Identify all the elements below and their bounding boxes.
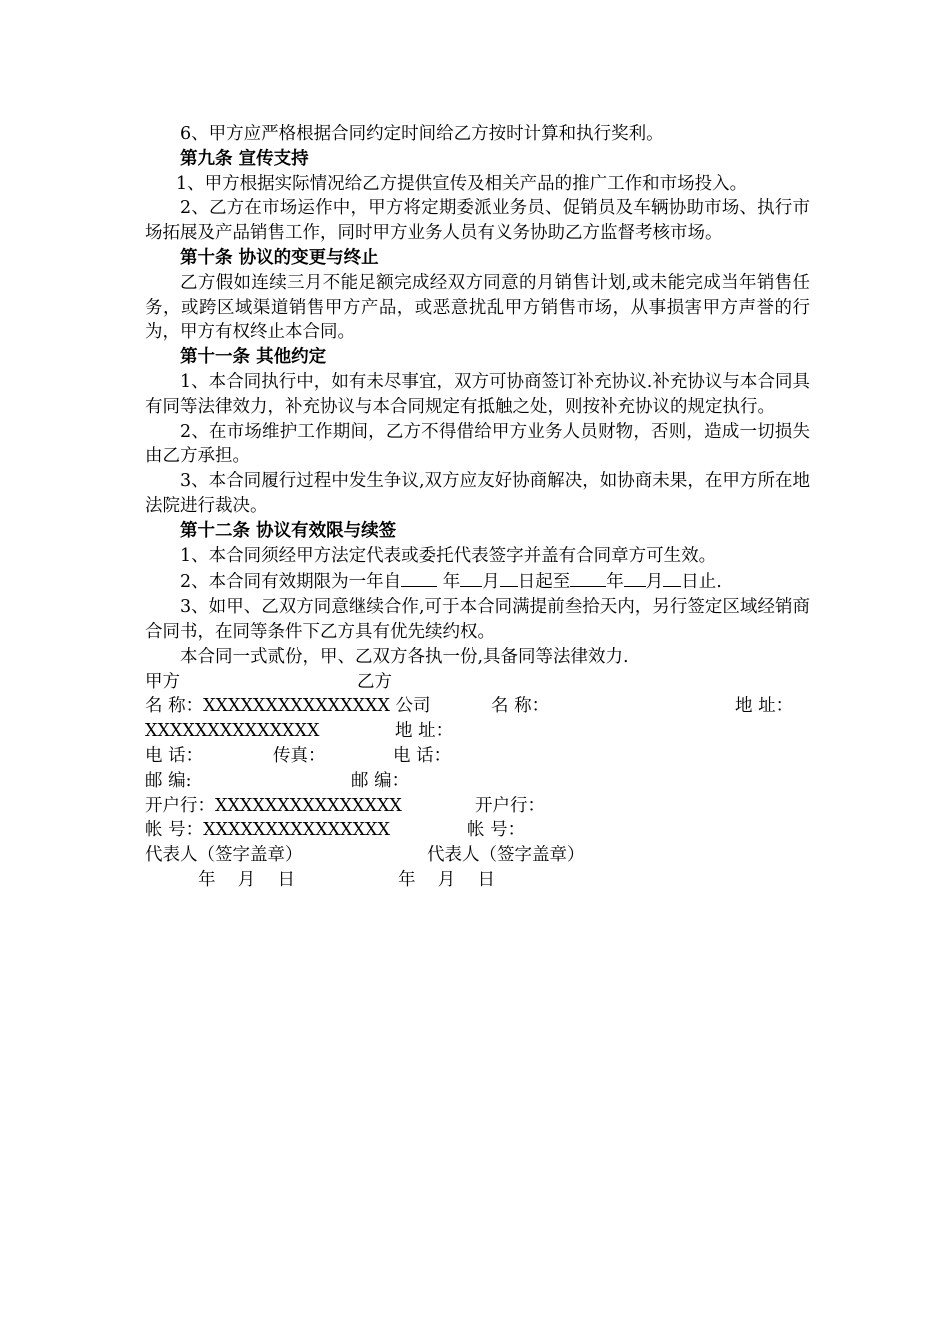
date-row (145, 868, 810, 893)
party-a-name: 名 称：XXXXXXXXXXXXXXX 公司 (145, 696, 431, 717)
article-11-item-1: 1、本合同执行中，如有未尽事宜，双方可协商签订补充协议.补充协议与本合同具有同等法律效力，补充协议与本合同规定有抵触之处，则按补充协议的规定执行。 (145, 371, 810, 417)
account-row (145, 818, 810, 843)
party-row (145, 670, 810, 695)
month-label-2: 月 (645, 572, 664, 593)
term-text: 2、本合同有效期限为一年自 (180, 572, 402, 593)
party-a-account: 帐 号：XXXXXXXXXXXXXXX (145, 820, 390, 841)
blank-month-start (460, 568, 482, 587)
postcode-row (145, 769, 810, 794)
party-b-account: 帐 号： (467, 820, 526, 841)
party-b-name: 名 称： (491, 696, 550, 717)
party-a-bank: 开户行：XXXXXXXXXXXXXXX (145, 795, 402, 816)
article-12-item-3: 3、如甲、乙双方同意继续合作,可于本合同满提前叁拾天内，另行签定区域经销商合同书，在同等条件下乙方具有优先续约权。 (145, 597, 810, 642)
party-b-date: 年 月 日 (398, 869, 496, 890)
contract-body (145, 122, 810, 893)
year-label-1: 年 (442, 572, 461, 593)
article-11-heading: 第十一条 其他约定 (180, 347, 327, 368)
article-9-item-2: 2、乙方在市场运作中，甲方将定期委派业务员、促销员及车辆协助市场、执行市场拓展及产品销售工作，同时甲方业务人员有义务协助乙方监督考核市场。 (145, 198, 810, 244)
party-a-phone: 电 话： (145, 745, 204, 766)
party-a-address-label: 地 址： (735, 696, 794, 717)
clause-8-item-6: 6、甲方应严格根据合同约定时间给乙方按时计算和执行奖利。 (180, 124, 664, 144)
blank-day-start (500, 568, 518, 587)
year-label-2: 年 (606, 572, 624, 593)
party-a-address: XXXXXXXXXXXXXX (145, 721, 320, 742)
article-10-heading: 第十条 协议的变更与终止 (180, 247, 379, 268)
address-row (145, 719, 810, 744)
party-b-representative: 代表人（签字盖章） (427, 845, 585, 866)
party-a-date: 年 月 日 (198, 869, 296, 890)
article-10-text: 乙方假如连续三月不能足额完成经双方同意的月销售计划,或未能完成当年销售任务，或跨区域渠道销售甲方产品，或恶意扰乱甲方销售市场，从事损害甲方声誉的行为，甲方有权终止本合同。 (145, 272, 810, 343)
party-a-label: 甲方 (145, 671, 180, 692)
blank-day-end (663, 568, 681, 587)
representative-row (145, 843, 810, 868)
party-a-postcode: 邮 编: (145, 770, 192, 791)
party-b-phone: 电 话： (393, 745, 452, 766)
party-b-label: 乙方 (357, 671, 392, 692)
article-11-item-3: 3、本合同履行过程中发生争议,双方应友好协商解决，如协商未果，在甲方所在地法院进行裁决。 (145, 471, 810, 516)
day-label-1: 日起至 (517, 572, 571, 593)
blank-month-end (624, 568, 646, 587)
article-12-heading: 第十二条 协议有效限与续签 (180, 520, 397, 541)
phone-row (145, 744, 810, 769)
name-row (145, 694, 810, 719)
day-label-2: 日止. (681, 572, 722, 593)
blank-year-start (401, 568, 437, 587)
party-b-postcode: 邮 编： (351, 770, 410, 791)
article-12-item-2 (145, 568, 810, 595)
article-9-heading: 第九条 宣传支持 (180, 148, 309, 169)
party-a-representative: 代表人（签字盖章） (145, 845, 303, 866)
party-b-bank: 开户行： (475, 795, 545, 816)
month-label-1: 月 (482, 572, 500, 593)
article-9-item-1: 1、甲方根据实际情况给乙方提供宣传及相关产品的推广工作和市场投入。 (176, 173, 748, 194)
copies-statement: 本合同一式贰份，甲、乙双方各执一份,具备同等法律效力. (180, 646, 629, 667)
blank-year-end (570, 568, 606, 587)
article-12-item-1: 1、本合同须经甲方法定代表或委托代表签字并盖有合同章方可生效。 (180, 545, 717, 566)
party-b-address: 地 址： (395, 721, 454, 742)
signature-block (145, 670, 810, 893)
party-a-fax: 传真： (273, 745, 326, 766)
article-11-item-2: 2、在市场维护工作期间，乙方不得借给甲方业务人员财物，否则，造成一切损失由乙方承担。 (145, 421, 810, 467)
bank-row (145, 794, 810, 819)
